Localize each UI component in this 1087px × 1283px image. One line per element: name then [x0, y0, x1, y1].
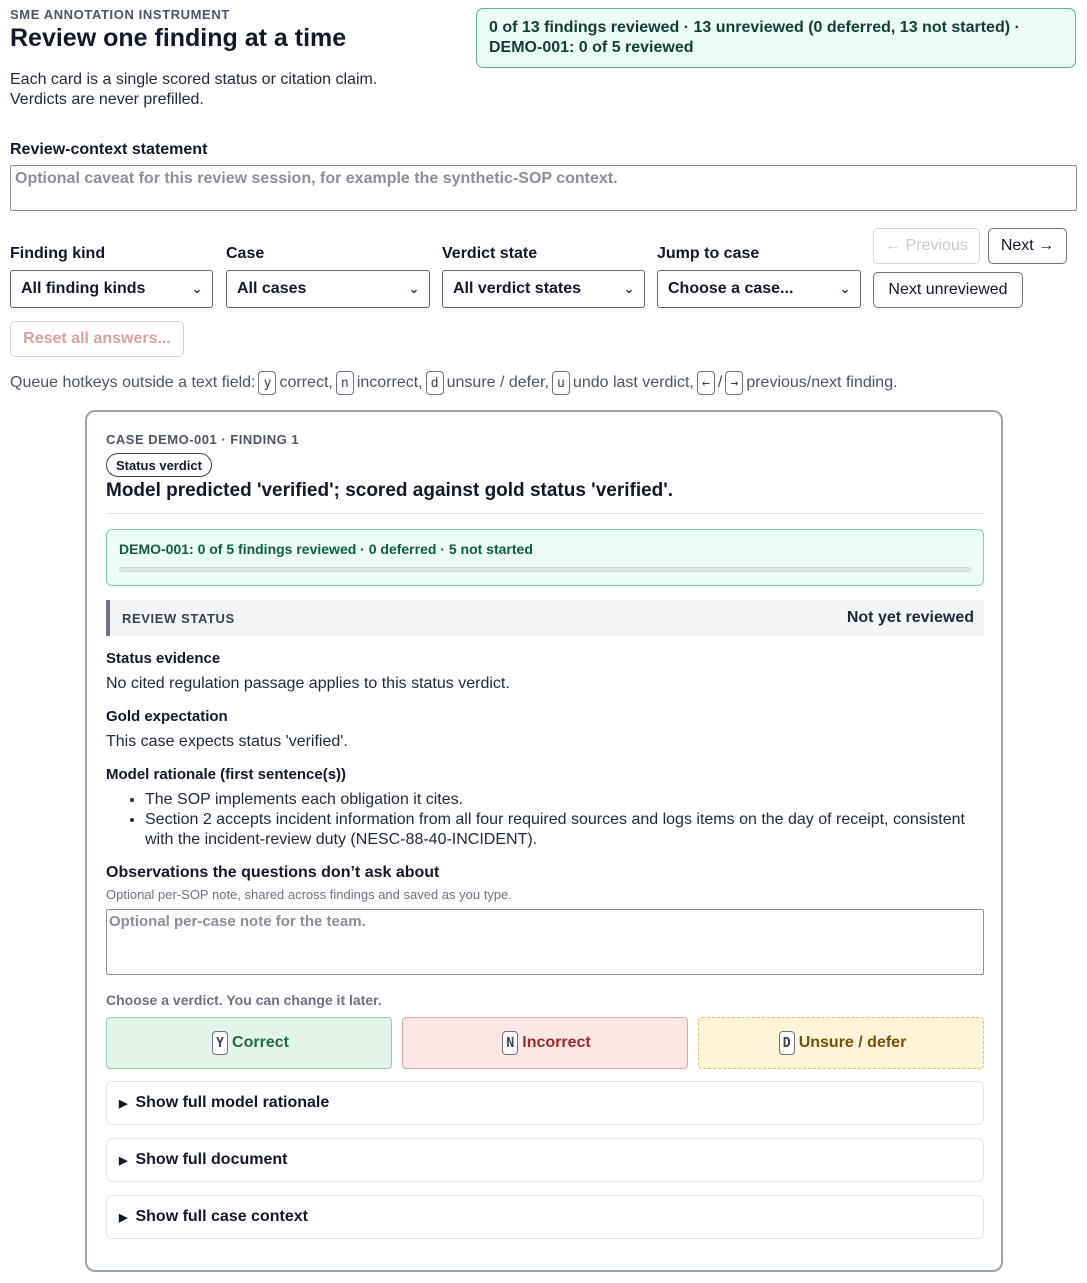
eyebrow-label: SME ANNOTATION INSTRUMENT — [10, 7, 230, 22]
finding-card — [85, 410, 1003, 1272]
case-progress-bar — [119, 567, 971, 572]
verdict-state-select[interactable] — [442, 270, 645, 308]
show-full-case-context[interactable] — [106, 1195, 984, 1239]
chevron-down-icon: ⌄ — [623, 282, 634, 296]
gold-expectation-text: This case expects status 'verified'. — [106, 733, 348, 750]
hotkey-n-text: incorrect, — [356, 374, 423, 391]
finding-kind-badge: Status verdict — [106, 453, 212, 477]
verdict-state-value: All verdict states — [453, 280, 582, 297]
kbd-n: n — [336, 371, 354, 395]
jump-to-case-label: Jump to case — [657, 245, 760, 262]
review-summary — [476, 8, 1076, 68]
model-rationale-heading: Model rationale (first sentence(s)) — [106, 766, 347, 783]
show-full-model-rationale[interactable] — [106, 1081, 984, 1125]
observations-subtext: Optional per-SOP note, shared across findings and saved as you type. — [106, 887, 512, 902]
model-rationale-list — [127, 790, 967, 850]
review-status-row — [106, 600, 984, 636]
hotkeys-help — [10, 371, 898, 395]
page-title: Review one finding at a time — [10, 24, 347, 52]
finding-kind-value: All finding kinds — [21, 280, 146, 297]
review-status-value: Not yet reviewed — [846, 609, 974, 626]
card-divider — [106, 513, 984, 514]
chevron-down-icon: ⌄ — [408, 282, 419, 296]
case-progress-panel — [106, 529, 984, 586]
case-label: Case — [226, 245, 265, 262]
kbd-d: D — [779, 1031, 795, 1055]
correct-button[interactable] — [106, 1017, 392, 1069]
summary-line-2: DEMO-001: 0 of 5 reviewed — [489, 39, 694, 56]
kbd-right-arrow: → — [725, 371, 743, 395]
hotkey-slash: / — [717, 374, 723, 391]
incorrect-button[interactable] — [402, 1017, 688, 1069]
jump-to-case-value: Choose a case... — [668, 280, 794, 297]
hotkeys-prefix: Queue hotkeys outside a text field: — [10, 374, 256, 391]
status-evidence-text: No cited regulation passage applies to this status verdict. — [106, 675, 510, 692]
kbd-y: y — [258, 371, 276, 395]
verdict-state-label: Verdict state — [442, 245, 538, 262]
card-meta: CASE DEMO-001 · FINDING 1 — [106, 432, 300, 447]
show-full-case-context-label: Show full case context — [135, 1208, 308, 1225]
kbd-n: N — [502, 1031, 518, 1055]
intro-text — [10, 70, 377, 110]
next-button[interactable]: Next → — [988, 228, 1067, 264]
hotkey-u-text: undo last verdict, — [572, 374, 694, 391]
case-progress-text: DEMO-001: 0 of 5 findings reviewed · 0 deferred · 5 not started — [119, 541, 533, 557]
kbd-d: d — [426, 371, 444, 395]
chevron-down-icon: ⌄ — [839, 282, 850, 296]
kbd-y: Y — [212, 1031, 228, 1055]
case-value: All cases — [237, 280, 307, 297]
finding-title: Model predicted 'verified'; scored against gold status 'verified'. — [106, 480, 674, 501]
hotkey-nav-text: previous/next finding. — [746, 374, 898, 391]
rationale-item: • Section 2 accepts incident information from all four required sources and logs items on the day of receipt, consistent with the incident-review duty (NESC-88-40-INCIDENT). — [145, 810, 967, 850]
triangle-right-icon: ▶ — [119, 1097, 128, 1110]
intro-line-1: Each card is a single scored status or citation claim. — [10, 71, 378, 88]
chevron-down-icon: ⌄ — [191, 282, 202, 296]
summary-line-1: 0 of 13 findings reviewed · 13 unreviewed (0 deferred, 13 not started) · — [489, 19, 1020, 36]
show-full-document[interactable] — [106, 1138, 984, 1182]
review-status-label: REVIEW STATUS — [122, 610, 235, 626]
triangle-right-icon: ▶ — [119, 1211, 128, 1224]
finding-kind-label: Finding kind — [10, 245, 106, 262]
kbd-u: u — [552, 371, 570, 395]
unsure-label: Unsure / defer — [798, 1034, 907, 1051]
next-unreviewed-button[interactable]: Next unreviewed — [873, 272, 1023, 308]
intro-line-2: Verdicts are never prefilled. — [10, 91, 204, 108]
previous-button[interactable]: ← Previous — [873, 228, 980, 264]
show-full-model-rationale-label: Show full model rationale — [135, 1094, 330, 1111]
observations-input[interactable] — [106, 909, 984, 975]
reset-answers-button[interactable]: Reset all answers... — [10, 321, 184, 357]
status-evidence-heading: Status evidence — [106, 650, 221, 667]
jump-to-case-select[interactable] — [657, 270, 861, 308]
choose-verdict-hint: Choose a verdict. You can change it later. — [106, 992, 382, 1008]
finding-kind-select[interactable] — [10, 270, 213, 308]
rationale-item: • The SOP implements each obligation it cites. — [145, 790, 967, 810]
context-label: Review-context statement — [10, 141, 208, 158]
unsure-defer-button[interactable] — [698, 1017, 984, 1069]
hotkey-d-text: unsure / defer, — [446, 374, 549, 391]
triangle-right-icon: ▶ — [119, 1154, 128, 1167]
kbd-left-arrow: ← — [697, 371, 715, 395]
observations-heading: Observations the questions don’t ask about — [106, 864, 440, 881]
incorrect-label: Incorrect — [522, 1034, 591, 1051]
gold-expectation-heading: Gold expectation — [106, 708, 228, 725]
show-full-document-label: Show full document — [135, 1151, 288, 1168]
correct-label: Correct — [232, 1034, 289, 1051]
hotkey-y-text: correct, — [279, 374, 333, 391]
case-select[interactable] — [226, 270, 430, 308]
context-input[interactable] — [10, 165, 1077, 211]
